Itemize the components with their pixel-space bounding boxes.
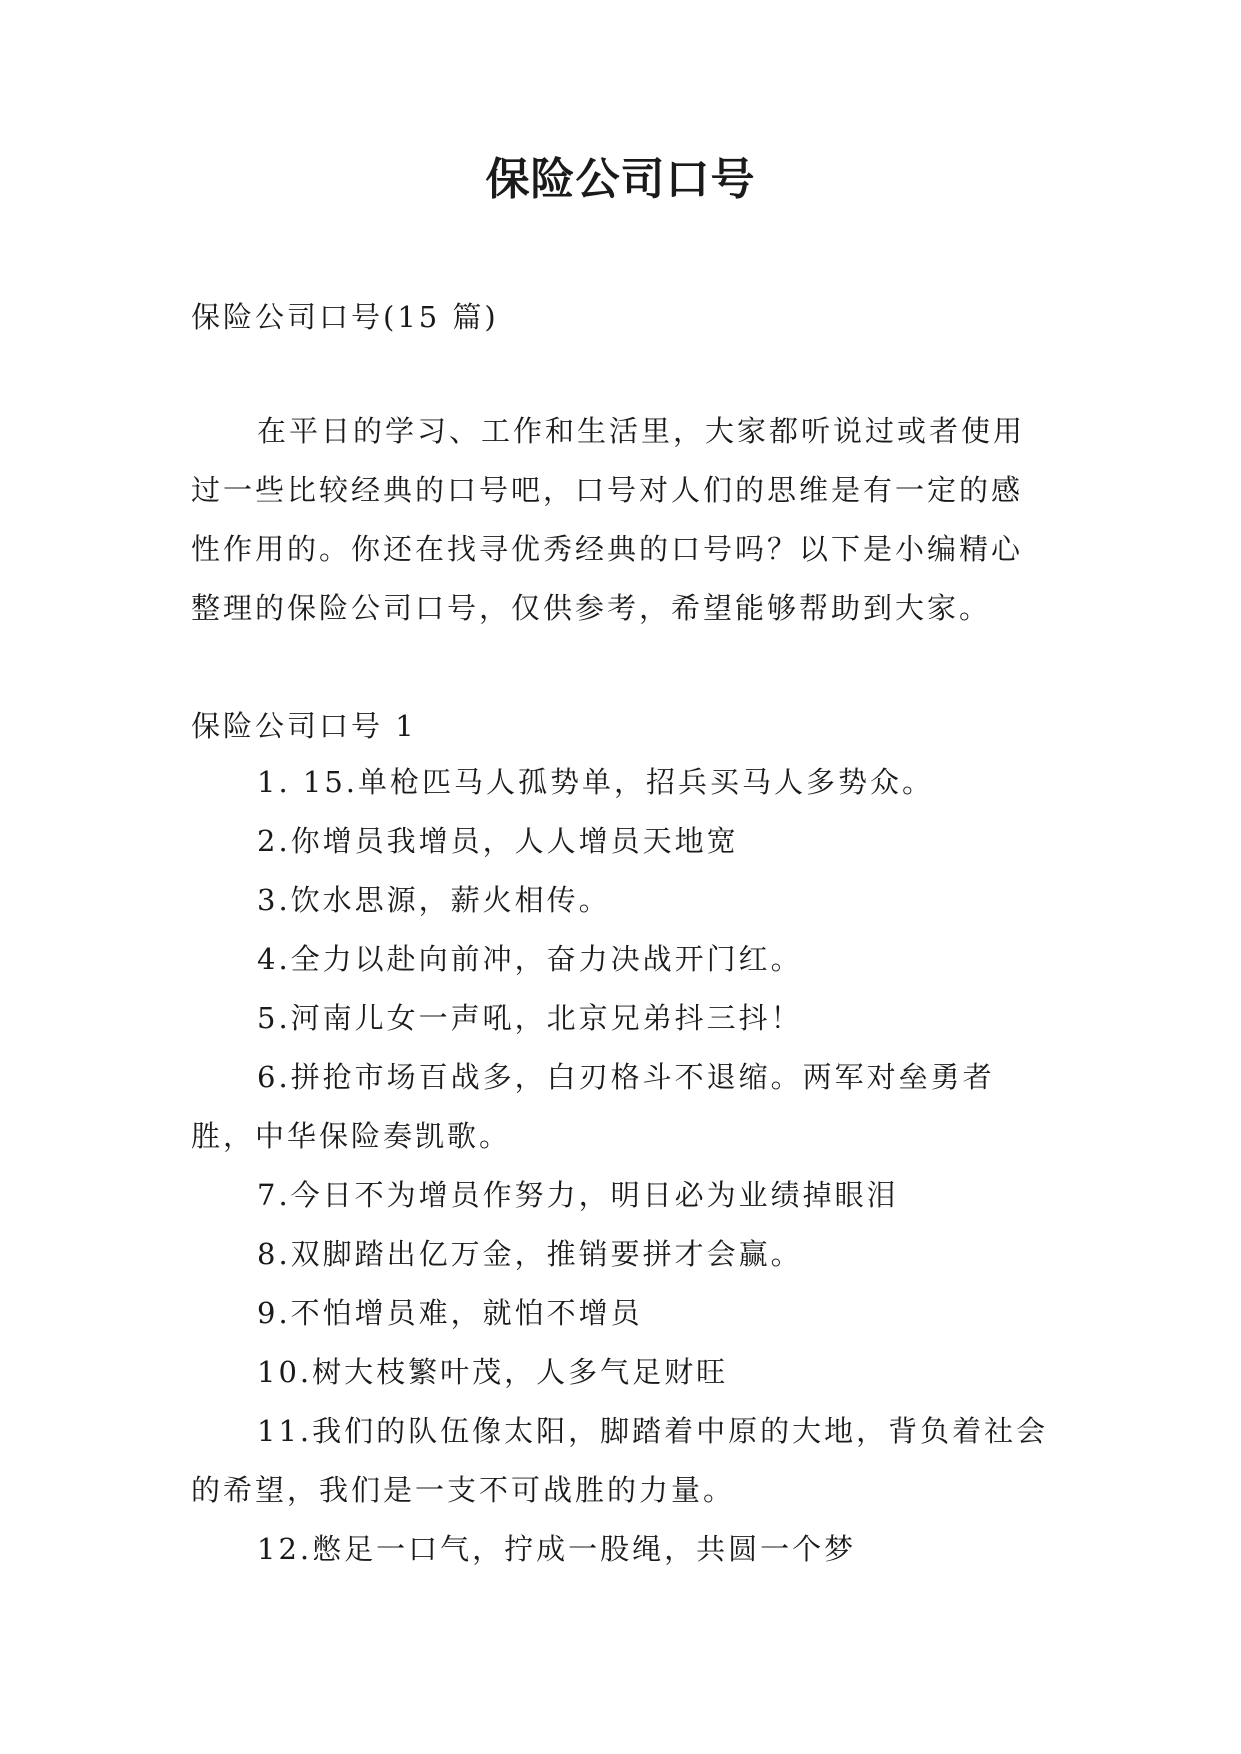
- slogan-item: 7.今日不为增员作努力，明日必为业绩掉眼泪: [257, 1178, 899, 1212]
- slogan-item: 2.你增员我增员，人人增员天地宽: [257, 824, 739, 858]
- intro-paragraph: 在平日的学习、工作和生活里，大家都听说过或者使用过一些比较经典的口号吧，口号对人们的思维是有一定的感性作用的。你还在找寻优秀经典的口号吗？以下是小编精心整理的保险公司口号，仅供参考，希望能够帮助到大家。: [191, 414, 1026, 625]
- slogan-item: 3.饮水思源，薪火相传。: [257, 883, 611, 917]
- slogan-item: 4.全力以赴向前冲，奋力决战开门红。: [257, 942, 803, 976]
- slogan-item: 1. 15.单枪匹马人孤势单，招兵买马人多势众。: [257, 765, 935, 799]
- document-subtitle: 保险公司口号(15 篇): [191, 300, 499, 334]
- slogan-item: 5.河南儿女一声吼，北京兄弟抖三抖！: [257, 1001, 803, 1035]
- slogan-item: 8.双脚踏出亿万金，推销要拼才会赢。: [257, 1237, 803, 1271]
- slogan-item: 9.不怕增员难，就怕不增员: [257, 1296, 643, 1330]
- section-heading: 保险公司口号 1: [191, 709, 417, 743]
- slogan-item: 10.树大枝繁叶茂，人多气足财旺: [257, 1355, 729, 1389]
- slogan-item: 6.拼抢市场百战多，白刃格斗不退缩。两军对垒勇者胜，中华保险奏凯歌。: [191, 1060, 995, 1153]
- slogan-item: 12.憋足一口气，拧成一股绳，共圆一个梦: [257, 1532, 857, 1566]
- document-title: 保险公司口号: [485, 154, 756, 205]
- slogan-item: 11.我们的队伍像太阳，脚踏着中原的大地，背负着社会的希望，我们是一支不可战胜的力量。: [191, 1414, 1049, 1507]
- slogan-list: [191, 753, 1051, 1579]
